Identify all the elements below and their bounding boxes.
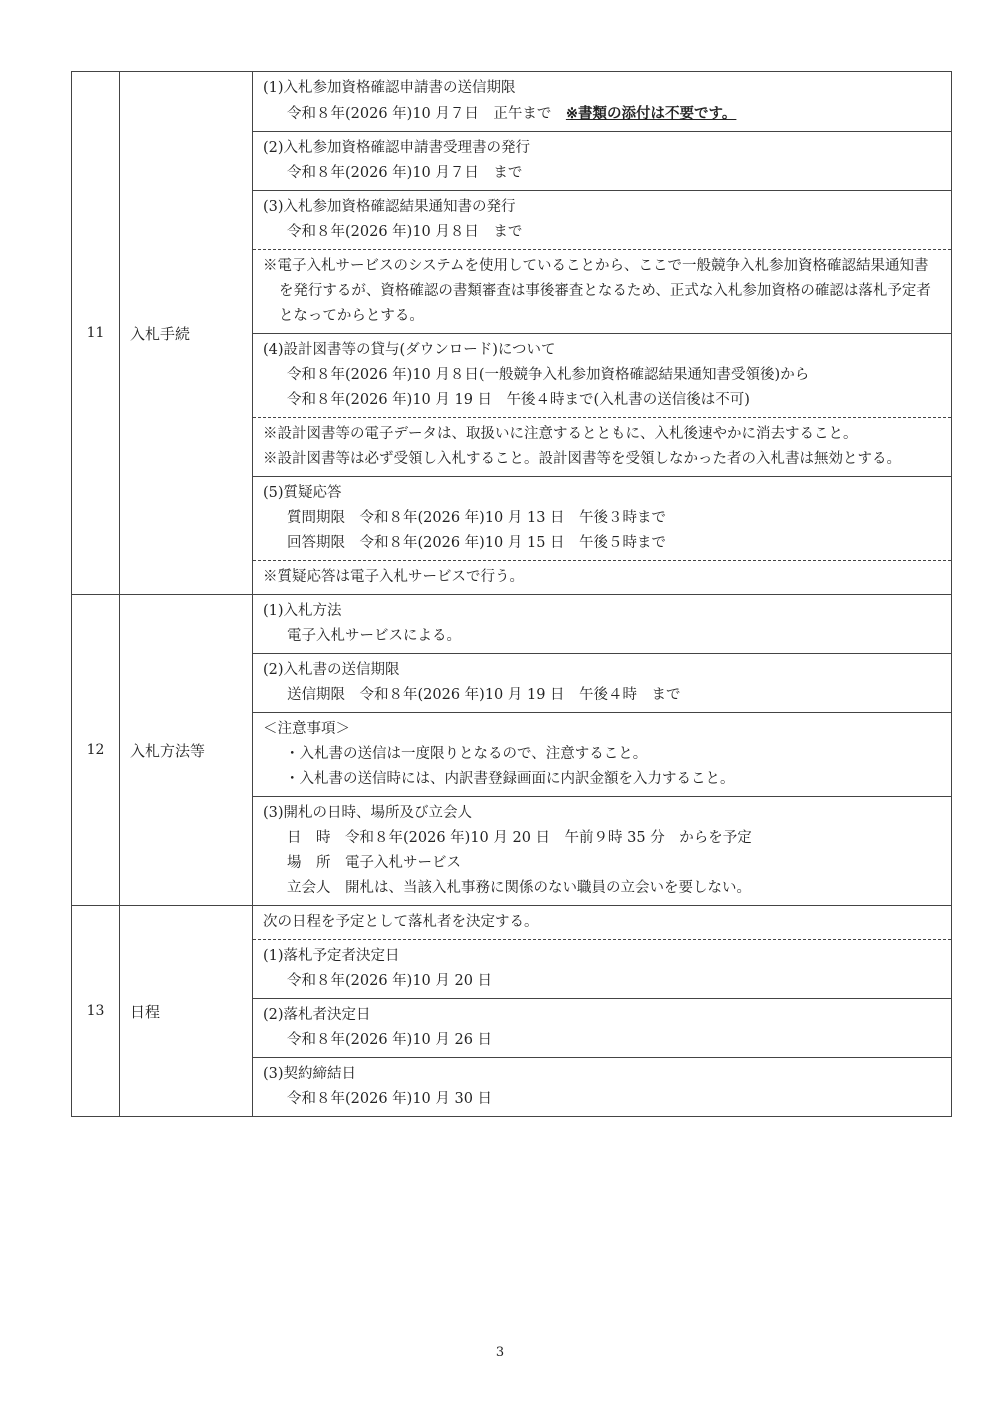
emphasis-note: ※書類の添付は不要です。 xyxy=(565,105,737,122)
item-detail: 令和８年(2026 年)10 月７日 正午まで xyxy=(287,106,566,122)
content-block xyxy=(253,595,951,653)
note-text: ※質疑応答は電子入札サービスで行う。 xyxy=(263,569,524,585)
item-detail: 令和８年(2026 年)10 月８日 まで xyxy=(287,224,523,240)
note-block xyxy=(253,417,951,476)
row-number: 11 xyxy=(72,72,120,595)
item-detail: 立会人 開札は、当該入札事務に関係のない職員の立会いを要しない。 xyxy=(287,880,751,896)
row-number: 12 xyxy=(72,595,120,906)
item-detail: 場 所 電子入札サービス xyxy=(287,855,461,871)
content-block xyxy=(253,72,951,131)
content-block xyxy=(253,653,951,712)
item-heading: (2)落札者決定日 xyxy=(263,1007,371,1023)
notes-heading: ＜注意事項＞ xyxy=(263,721,350,737)
item-heading: (1)入札方法 xyxy=(263,603,342,619)
content-block xyxy=(253,476,951,560)
item-detail: 回答期限 令和８年(2026 年)10 月 15 日 午後５時まで xyxy=(287,535,667,551)
row-label: 入札手続 xyxy=(120,72,253,595)
item-heading: (2)入札参加資格確認申請書受理書の発行 xyxy=(263,140,531,156)
item-heading: (4)設計図書等の貸与(ダウンロード)について xyxy=(263,342,556,358)
row-content xyxy=(253,72,952,595)
item-heading: (5)質疑応答 xyxy=(263,485,342,501)
bullet-item: ・入札書の送信は一度限りとなるので、注意すること。 xyxy=(285,746,648,762)
row-content xyxy=(253,906,952,1117)
item-detail: 送信期限 令和８年(2026 年)10 月 19 日 午後４時 まで xyxy=(287,687,681,703)
row-content xyxy=(253,595,952,906)
item-detail: 令和８年(2026 年)10 月７日 まで xyxy=(287,165,523,181)
row-label: 日程 xyxy=(120,906,253,1117)
note-text: ※設計図書等は必ず受領し入札すること。設計図書等を受領しなかった者の入札書は無効とする。 xyxy=(263,451,901,467)
item-detail: 令和８年(2026 年)10 月 30 日 xyxy=(287,1091,493,1107)
note-text: ※設計図書等の電子データは、取扱いに注意するとともに、入札後速やかに消去すること。 xyxy=(263,426,858,442)
content-block xyxy=(253,906,951,939)
note-text: ※電子入札サービスのシステムを使用していることから、ここで一般競争入札参加資格確認結果通知書を発行するが、資格確認の書類審査は事後審査となるため、正式な入札参加資格の確認は落札予定者となってからとする。 xyxy=(263,258,931,324)
table-row-12 xyxy=(72,595,952,906)
content-block xyxy=(253,998,951,1057)
item-detail: 令和８年(2026 年)10 月８日(一般競争入札参加資格確認結果通知書受領後)から xyxy=(287,367,810,383)
item-detail: 令和８年(2026 年)10 月 26 日 xyxy=(287,1032,493,1048)
row-number: 13 xyxy=(72,906,120,1117)
item-heading: (3)入札参加資格確認結果通知書の発行 xyxy=(263,199,516,215)
item-detail: 電子入札サービスによる。 xyxy=(287,628,461,644)
content-block xyxy=(253,131,951,190)
content-block xyxy=(253,1057,951,1116)
note-block xyxy=(253,560,951,594)
item-heading: (1)落札予定者決定日 xyxy=(263,948,400,964)
table-row-11 xyxy=(72,72,952,595)
content-block xyxy=(253,796,951,905)
item-detail: 日 時 令和８年(2026 年)10 月 20 日 午前９時 35 分 からを予定 xyxy=(287,830,752,846)
item-detail: 令和８年(2026 年)10 月 20 日 xyxy=(287,973,493,989)
item-heading: (3)開札の日時、場所及び立会人 xyxy=(263,805,473,821)
procedure-table xyxy=(71,71,952,1117)
item-detail: 令和８年(2026 年)10 月 19 日 午後４時まで(入札書の送信後は不可) xyxy=(287,392,750,408)
notes-block xyxy=(253,712,951,796)
item-heading: (3)契約締結日 xyxy=(263,1066,357,1082)
bullet-item: ・入札書の送信時には、内訳書登録画面に内訳金額を入力すること。 xyxy=(285,771,735,787)
content-block xyxy=(253,333,951,417)
table-row-13 xyxy=(72,906,952,1117)
item-heading: (1)入札参加資格確認申請書の送信期限 xyxy=(263,80,516,96)
page-number: 3 xyxy=(495,1345,505,1360)
content-block xyxy=(253,939,951,998)
content-block xyxy=(253,190,951,249)
row-label: 入札方法等 xyxy=(120,595,253,906)
intro-text: 次の日程を予定として落札者を決定する。 xyxy=(263,914,539,930)
note-block xyxy=(253,249,951,333)
item-heading: (2)入札書の送信期限 xyxy=(263,662,400,678)
item-detail: 質問期限 令和８年(2026 年)10 月 13 日 午後３時まで xyxy=(287,510,667,526)
